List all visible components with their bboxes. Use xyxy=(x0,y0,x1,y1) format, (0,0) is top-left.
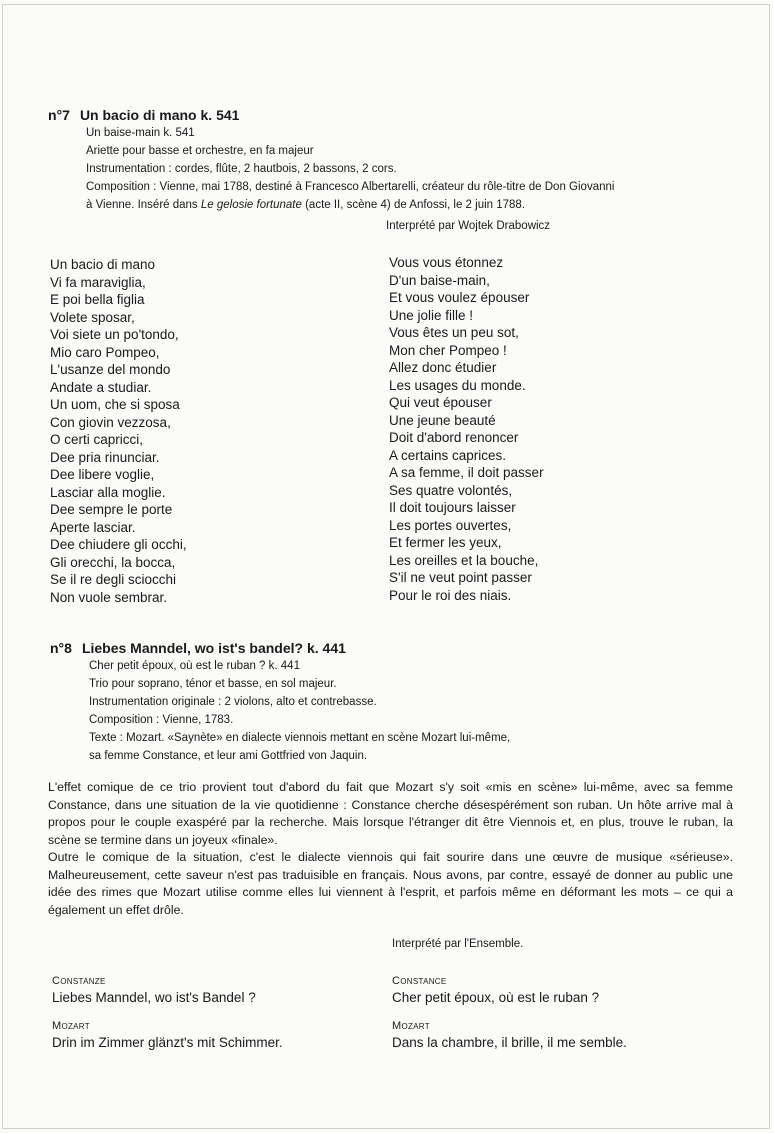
meta-line: Un baise-main k. 541 xyxy=(86,127,195,139)
section-8-commentary xyxy=(48,779,733,919)
verse-line: Qui veut épouser xyxy=(389,395,492,410)
meta-line: Texte : Mozart. «Saynète» en dialecte viennois mettant en scène Mozart lui-même, xyxy=(89,732,511,744)
verse-line: Et vous voulez épouser xyxy=(389,290,530,305)
verse-line: E poi bella figlia xyxy=(50,292,145,307)
verse-line: L'usanze del mondo xyxy=(50,362,171,377)
dialogue-line: Dans la chambre, il brille, il me semble. xyxy=(392,1035,627,1050)
verse-line: S'il ne veut point passer xyxy=(389,570,532,585)
verse-line: Con giovin vezzosa, xyxy=(50,414,171,430)
verse-line: Lasciar alla moglie. xyxy=(50,484,166,500)
meta-line: Cher petit époux, où est le ruban ? k. 441 xyxy=(89,660,300,672)
meta-line: Instrumentation originale : 2 violons, alto et contrebasse. xyxy=(89,696,377,708)
section-8-number: n°8 xyxy=(50,640,72,656)
verse-line: Dee sempre le porte xyxy=(50,502,173,517)
verse-line: Un uom, che si sposa xyxy=(50,397,180,412)
verse-line: Aperte lasciar. xyxy=(50,519,136,535)
section-8-performer: Interprété par l'Ensemble. xyxy=(392,938,524,950)
verse-line: Il doit toujours laisser xyxy=(389,500,516,515)
verse-line: Doit d'abord renoncer xyxy=(389,430,519,445)
verse-line: Se il re degli sciocchi xyxy=(50,572,177,587)
meta-line: Composition : Vienne, mai 1788, destiné à Francesco Albertarelli, créateur du rôle-titre de Don Giovanni xyxy=(86,181,615,193)
verse-line: Vous êtes un peu sot, xyxy=(389,325,519,340)
verse-line: Les usages du monde. xyxy=(389,377,526,393)
verse-line: Voi siete un po'tondo, xyxy=(50,327,179,342)
section-7-meta xyxy=(86,124,614,214)
verse-line: Mon cher Pompeo ! xyxy=(389,342,507,358)
verse-line: Non vuole sembrar. xyxy=(50,589,168,605)
verse-line: Gli orecchi, la bocca, xyxy=(50,554,176,570)
verse-line: Les portes ouvertes, xyxy=(389,517,512,533)
section-8-heading xyxy=(50,639,346,657)
verse-line: Et fermer les yeux, xyxy=(389,535,502,550)
dialogue-line: Cher petit époux, où est le ruban ? xyxy=(392,990,600,1005)
lyrics-french xyxy=(389,254,544,604)
speaker-label: Mozart xyxy=(392,1020,430,1032)
verse-line: Pour le roi des niais. xyxy=(389,587,512,603)
section-7-title: Un bacio di mano k. 541 xyxy=(79,107,240,123)
section-8-title: Liebes Manndel, wo ist's bandel? k. 441 xyxy=(81,640,346,656)
section-7-heading xyxy=(48,106,239,124)
commentary-paragraph: L'effet comique de ce trio provient tout d'abord du fait que Mozart s'y soit «mis en scène» lui-même, avec sa femme Constance, dans une situation de la vie quotidienne : Constance cherche désespérément son ruban. Un hôte arrive mal à propos pour le couple exaspéré par la recherche. Mais lorsque l'étranger dit être Viennois et, en plus, trouve le ruban, la scène se termine dans un joyeux «finale». xyxy=(48,780,733,847)
verse-line: Une jolie fille ! xyxy=(389,307,474,323)
opera-title: Le gelosie fortunate xyxy=(200,199,302,211)
verse-line: Allez donc étudier xyxy=(389,360,497,375)
meta-line: Instrumentation : cordes, flûte, 2 hautbois, 2 bassons, 2 cors. xyxy=(86,163,397,175)
verse-line: A certains caprices. xyxy=(389,447,507,463)
verse-line: D'un baise-main, xyxy=(389,272,490,288)
dialogue-line: Drin im Zimmer glänzt's mit Schimmer. xyxy=(52,1035,283,1050)
verse-line: Une jeune beauté xyxy=(389,412,496,428)
verse-line: A sa femme, il doit passer xyxy=(389,465,544,480)
verse-line: Volete sposar, xyxy=(50,309,135,325)
verse-line: Dee pria rinunciar. xyxy=(50,449,160,465)
section-8-header xyxy=(50,639,346,657)
section-7-performer: Interprété par Wojtek Drabowicz xyxy=(386,220,551,232)
verse-line: Andate a studiar. xyxy=(50,379,152,395)
meta-line: Composition : Vienne, 1783. xyxy=(89,714,234,726)
meta-line: Trio pour soprano, ténor et basse, en sol majeur. xyxy=(89,678,337,690)
speaker-label: Constance xyxy=(392,975,447,987)
verse-line: Ses quatre volontés, xyxy=(389,482,513,498)
verse-line: Dee chiudere gli occhi, xyxy=(50,537,187,552)
verse-line: Un bacio di mano xyxy=(50,257,156,272)
section-8-meta xyxy=(89,657,510,765)
verse-line: Les oreilles et la bouche, xyxy=(389,552,539,568)
verse-line: O certi capricci, xyxy=(50,432,144,447)
meta-line: Ariette pour basse et orchestre, en fa majeur xyxy=(86,145,314,157)
speaker-label: Constanze xyxy=(52,975,106,987)
speaker-label: Mozart xyxy=(52,1020,90,1032)
commentary-paragraph: Outre le comique de la situation, c'est le dialecte viennois qui fait sourire dans une œuvre de musique «sérieuse». Malheureusement, cette saveur n'est pas traduisible en français. Nous avons, par contre, essayé de donner au public une idée des rimes que Mozart utilise comme elles lui viennent à l'esprit, et parfois même en déformant les mots – ce qui a également un effet drôle. xyxy=(48,850,733,917)
verse-line: Vi fa maraviglia, xyxy=(50,274,146,290)
lyrics-italian xyxy=(50,256,187,606)
verse-line: Dee libere voglie, xyxy=(50,467,155,482)
section-7-number: n°7 xyxy=(48,107,70,123)
meta-line: à Vienne. Inséré dans Le gelosie fortunate (acte II, scène 4) de Anfossi, le 2 juin 1788. xyxy=(86,199,526,211)
dialogue-line: Liebes Manndel, wo ist's Bandel ? xyxy=(52,990,256,1005)
verse-line: Vous vous étonnez xyxy=(389,255,504,270)
meta-line: sa femme Constance, et leur ami Gottfried von Jaquin. xyxy=(89,750,368,762)
verse-line: Mio caro Pompeo, xyxy=(50,344,160,360)
section-7-header xyxy=(48,106,239,124)
